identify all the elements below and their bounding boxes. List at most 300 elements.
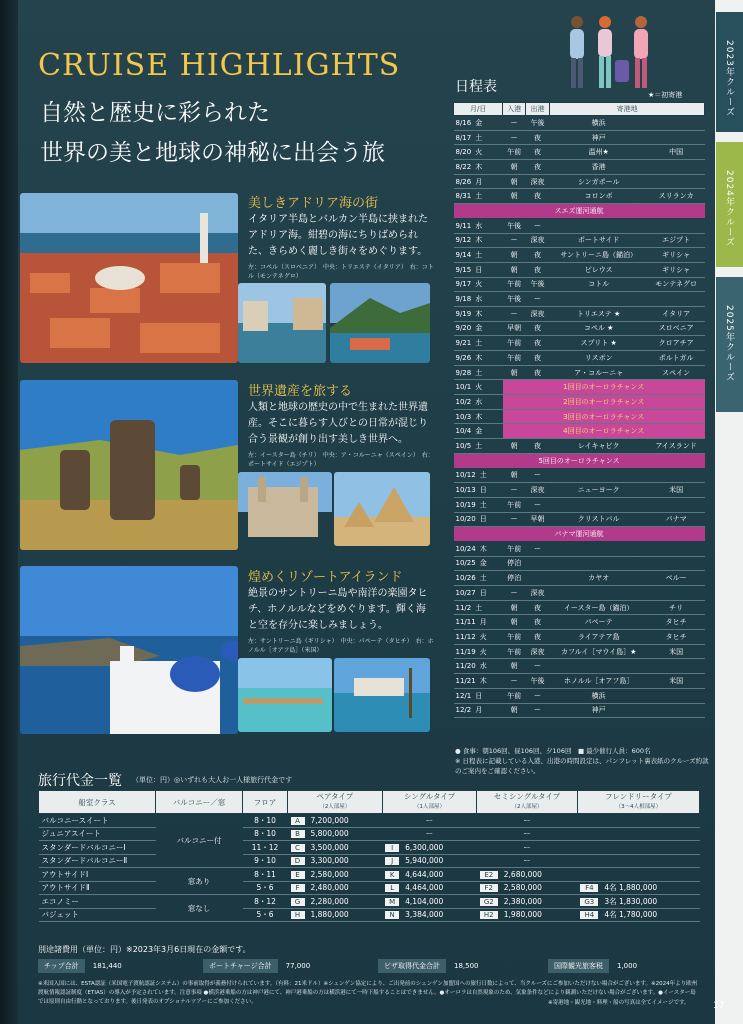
price-value-pair: 7,200,000 xyxy=(310,815,349,825)
schedule-weekday: 日 xyxy=(479,515,487,524)
price-header-balcony: バルコニー／窓 xyxy=(156,791,243,814)
schedule-cell-port: コトル xyxy=(550,277,648,292)
price-semi xyxy=(477,814,578,828)
schedule-row xyxy=(454,174,705,189)
price-code-friendly: G3 xyxy=(580,898,598,906)
price-value-semi: 2,580,000 xyxy=(503,883,542,893)
price-code-pair: B xyxy=(291,830,305,838)
schedule-weekday: 木 xyxy=(475,236,483,245)
schedule-weekday: 木 xyxy=(475,309,483,318)
schedule-cell-country: 米国 xyxy=(648,674,705,689)
schedule-cell-country: タヒチ xyxy=(648,630,705,645)
schedule-date: 11/19 xyxy=(455,647,476,656)
schedule-cell-in: 朝 xyxy=(503,160,525,175)
price-code-single: K xyxy=(385,871,399,879)
schedule-cell-out: ー xyxy=(525,218,549,233)
schedule-date: 10/25 xyxy=(455,559,476,568)
schedule-cell-in: 午前 xyxy=(503,644,525,659)
schedule-row xyxy=(454,395,705,410)
schedule-date: 9/19 xyxy=(455,309,472,318)
schedule-cell-date xyxy=(454,630,503,645)
schedule-cell-out: ー xyxy=(525,541,549,556)
tab-2024[interactable]: 2024年クルーズ xyxy=(716,142,743,267)
schedule-weekday: 水 xyxy=(475,295,483,304)
photo-port-said xyxy=(334,472,430,546)
schedule-cell-aurora: 4回目のオーロラチャンス xyxy=(503,424,705,439)
schedule-cell-port: イースター島（錨泊） xyxy=(550,600,648,615)
price-code-pair: E xyxy=(291,871,305,879)
price-single xyxy=(382,854,477,868)
schedule-cell-in: ー xyxy=(503,306,525,321)
tab-2025[interactable]: 2025年クルーズ xyxy=(716,277,743,412)
schedule-cell-out xyxy=(525,556,549,571)
section-title-adriatic: 美しきアドリア海の街 xyxy=(248,196,379,211)
schedule-cell-country: エジプト xyxy=(648,233,705,248)
price-code-single: I xyxy=(385,844,399,852)
price-cabin: スタンダードバルコニーⅡ xyxy=(39,854,156,868)
schedule-weekday: 土 xyxy=(475,368,483,377)
schedule-cell-country: ペルー xyxy=(648,571,705,586)
schedule-cell-port: シンガポール xyxy=(550,174,648,189)
schedule-date: 11/2 xyxy=(455,603,472,612)
schedule-weekday: 火 xyxy=(475,383,483,392)
schedule-cell-port: パペーテ xyxy=(550,615,648,630)
schedule-weekday: 土 xyxy=(475,192,483,201)
schedule-date: 9/26 xyxy=(455,353,472,362)
price-row xyxy=(39,868,700,882)
price-value-semi: 1,980,000 xyxy=(503,910,542,920)
schedule-weekday: 土 xyxy=(479,574,487,583)
schedule-cell-country: スリランカ xyxy=(648,189,705,204)
price-row xyxy=(39,908,700,922)
schedule-cell-country xyxy=(648,130,705,145)
price-body xyxy=(39,814,700,922)
schedule-cell-out: ー xyxy=(525,688,549,703)
price-semi xyxy=(477,868,578,882)
schedule-weekday: 土 xyxy=(475,339,483,348)
schedule-date: 11/11 xyxy=(455,618,476,627)
price-code-friendly: H4 xyxy=(580,911,598,919)
price-balcony-group: 窓なし xyxy=(156,895,243,922)
schedule-cell-date xyxy=(454,116,503,131)
schedule-cell-port: ライアテア島 xyxy=(550,630,648,645)
price-semi xyxy=(477,854,578,868)
schedule-cell-port xyxy=(550,497,648,512)
price-value-friendly: 4名 1,780,000 xyxy=(604,910,658,920)
schedule-weekday: 日 xyxy=(479,486,487,495)
schedule-date: 12/1 xyxy=(455,691,472,700)
price-cabin: スタンダードバルコニーⅠ xyxy=(39,841,156,855)
schedule-row xyxy=(454,424,705,439)
schedule-row xyxy=(454,703,705,718)
price-code-pair: C xyxy=(291,844,305,852)
price-value-pair: 2,280,000 xyxy=(310,896,349,906)
price-code-semi: H2 xyxy=(480,911,498,919)
price-value-friendly: 3名 1,830,000 xyxy=(604,896,658,906)
schedule-cell-in: 朝 xyxy=(503,600,525,615)
price-code-semi: E2 xyxy=(480,871,498,879)
schedule-cell-out: 夜 xyxy=(525,615,549,630)
schedule-row xyxy=(454,336,705,351)
schedule-weekday: 木 xyxy=(475,353,483,362)
schedule-cell-out: 午後 xyxy=(525,674,549,689)
schedule-header-date: 月/日 xyxy=(454,103,503,116)
schedule-date: 10/13 xyxy=(455,486,476,495)
price-header-semi: セミシングルタイプ （2人部屋） xyxy=(477,791,578,814)
schedule-weekday: 月 xyxy=(475,706,483,715)
price-semi xyxy=(477,827,578,841)
schedule-cell-port: クリストバル xyxy=(550,512,648,527)
schedule-cell-in: 朝 xyxy=(503,262,525,277)
schedule-cell-port: 横浜 xyxy=(550,688,648,703)
schedule-cell-country: イタリア xyxy=(648,306,705,321)
schedule-notes: ● 食事：朝106回、昼106回、夕106回 ■ 最少催行人員：600名 ※ 日程表に記載している入港、出港の時間設定は、パンフレット裏表紙のクルーズ約款のご案内をご確認ください。 xyxy=(455,747,709,775)
schedule-row xyxy=(454,512,705,527)
schedule-cell-date xyxy=(454,292,503,307)
schedule-date: 8/16 xyxy=(455,118,472,127)
price-value-single: 3,384,000 xyxy=(405,910,444,920)
schedule-cell-in: 午前 xyxy=(503,630,525,645)
schedule-cell-date xyxy=(454,277,503,292)
schedule-row xyxy=(454,145,705,160)
price-code-friendly: F4 xyxy=(580,884,598,892)
price-pair xyxy=(288,895,383,909)
schedule-cell-port: サントリーニ島（錨泊） xyxy=(550,248,648,263)
schedule-cell-out: 夜 xyxy=(525,189,549,204)
price-header-pair: ペアタイプ （2人部屋） xyxy=(288,791,383,814)
schedule-cell-date xyxy=(454,600,503,615)
price-friendly xyxy=(577,827,699,841)
schedule-cell-country xyxy=(648,116,705,131)
schedule-cell-date xyxy=(454,541,503,556)
schedule-row xyxy=(454,306,705,321)
photo-a-coruna xyxy=(238,472,332,546)
schedule-row xyxy=(454,497,705,512)
schedule-date: 10/3 xyxy=(455,412,472,421)
schedule-weekday: 金 xyxy=(479,559,487,568)
schedule-date: 9/20 xyxy=(455,324,472,333)
schedule-cell-country: クロアチア xyxy=(648,336,705,351)
schedule-cell-out: 夜 xyxy=(525,336,549,351)
schedule-row xyxy=(454,160,705,175)
price-value-single: 5,940,000 xyxy=(405,856,444,866)
schedule-cell-country: モンテネグロ xyxy=(648,277,705,292)
schedule-cell-country xyxy=(648,174,705,189)
price-code-pair: G xyxy=(291,898,305,906)
price-value-pair: 2,480,000 xyxy=(310,883,349,893)
schedule-date: 12/2 xyxy=(455,706,472,715)
schedule-row xyxy=(454,630,705,645)
schedule-cell-date xyxy=(454,512,503,527)
schedule-date: 9/15 xyxy=(455,265,472,274)
schedule-cell-aurora: 3回目のオーロラチャンス xyxy=(503,409,705,424)
price-floor: 5・6 xyxy=(243,881,288,895)
schedule-cell-port: トリエステ ★ xyxy=(550,306,648,321)
schedule-cell-port: レイキャビク xyxy=(550,439,648,454)
schedule-date: 9/18 xyxy=(455,295,472,304)
price-unit-note: （単位：円）◎いずれも大人お一人様旅行代金です xyxy=(132,776,293,784)
schedule-row xyxy=(454,571,705,586)
extras-port-value: 77,000 xyxy=(285,962,311,970)
schedule-header-out: 出港 xyxy=(525,103,549,116)
schedule-row xyxy=(454,541,705,556)
price-table xyxy=(38,790,700,922)
price-friendly xyxy=(577,881,699,895)
page-subtitle-line2: 世界の美と地球の神秘に出会う旅 xyxy=(40,140,385,166)
price-code-pair: D xyxy=(291,857,305,865)
price-header-floor: フロア xyxy=(243,791,288,814)
schedule-weekday: 土 xyxy=(479,471,487,480)
price-code-pair: A xyxy=(291,817,305,825)
price-pair xyxy=(288,868,383,882)
price-pair xyxy=(288,841,383,855)
schedule-cell-date xyxy=(454,306,503,321)
price-value-single: 4,644,000 xyxy=(405,869,444,879)
schedule-date: 11/12 xyxy=(455,632,476,641)
schedule-date: 8/22 xyxy=(455,162,472,171)
schedule-table xyxy=(453,102,705,718)
price-row xyxy=(39,827,700,841)
section-title-heritage: 世界遺産を旅する xyxy=(248,384,353,399)
schedule-cell-port: 神戸 xyxy=(550,130,648,145)
schedule-cell-date xyxy=(454,703,503,718)
footnote: ※米国入国には、ESTA認証（米国電子渡航認証システム）の事前取得が義務付けられています。（有料：21米ドル）※シェンゲン協定により、ご出発前のシェンゲン加盟国への旅行日数によって、当クルーズにご参加いただけない場合がございます。※2024年より欧州渡航情報認証制度（ETIAS）の導入が予定されています。注意事項 ●横浜港乗船の方は神戸港にて、神戸港乗船の方は横浜港にて一時下船することはできません。●オーロラは自然現象のため、気象条件などにより観測いただけない場合がございます。●イースター島では原則自由行動となっております。後日発表のオプショナルツアーにご参加ください。 xyxy=(38,981,698,1005)
price-floor: 5・6 xyxy=(243,908,288,922)
schedule-cell-country: スロベニア xyxy=(648,321,705,336)
schedule-weekday: 木 xyxy=(479,544,487,553)
price-value-pair: 3,500,000 xyxy=(310,842,349,852)
price-code-single: L xyxy=(385,884,399,892)
schedule-cell-country: 米国 xyxy=(648,644,705,659)
schedule-body xyxy=(454,116,705,718)
schedule-cell-country: アイスランド xyxy=(648,439,705,454)
schedule-cell-out: 深夜 xyxy=(525,306,549,321)
price-cabin: ジュニアスイート xyxy=(39,827,156,841)
schedule-cell-date xyxy=(454,233,503,248)
schedule-cell-port xyxy=(550,292,648,307)
schedule-row xyxy=(454,248,705,263)
schedule-weekday: 日 xyxy=(475,265,483,274)
schedule-cell-out: 夜 xyxy=(525,248,549,263)
schedule-cell-port: ホノルル［オアフ島］ xyxy=(550,674,648,689)
schedule-cell-out: 夜 xyxy=(525,160,549,175)
schedule-cell-out: 深夜 xyxy=(525,586,549,601)
schedule-cell-in: ー xyxy=(503,233,525,248)
schedule-cell-date xyxy=(454,556,503,571)
schedule-cell-in: 朝 xyxy=(503,365,525,380)
schedule-cell-port: リスボン xyxy=(550,351,648,366)
schedule-cell-out: ー xyxy=(525,468,549,483)
price-value-friendly: 4名 1,880,000 xyxy=(604,883,658,893)
price-pair xyxy=(288,814,383,828)
schedule-weekday: 金 xyxy=(475,427,483,436)
extras-row xyxy=(38,959,700,973)
schedule-cell-port: 香港 xyxy=(550,160,648,175)
schedule-band: スエズ運河通航 xyxy=(454,204,705,219)
price-semi xyxy=(477,881,578,895)
price-floor: 11・12 xyxy=(243,841,288,855)
schedule-cell-date xyxy=(454,409,503,424)
schedule-cell-date xyxy=(454,262,503,277)
schedule-cell-aurora: 1回目のオーロラチャンス xyxy=(503,380,705,395)
price-floor: 8・12 xyxy=(243,895,288,909)
price-cabin: バジェット xyxy=(39,908,156,922)
price-code-semi: F2 xyxy=(480,884,498,892)
price-header-friendly: フレンドリータイプ （3～4人相部屋） xyxy=(577,791,699,814)
price-single xyxy=(382,895,477,909)
schedule-cell-out: 深夜 xyxy=(525,644,549,659)
price-value-single: 4,464,000 xyxy=(405,883,444,893)
photo-trieste xyxy=(238,283,326,363)
schedule-cell-country xyxy=(648,292,705,307)
schedule-cell-in: ー xyxy=(503,483,525,498)
schedule-date: 9/28 xyxy=(455,368,472,377)
section-title-resort: 煌めくリゾートアイランド xyxy=(248,570,403,585)
schedule-cell-out: 夜 xyxy=(525,365,549,380)
price-single xyxy=(382,868,477,882)
schedule-cell-out: 夜 xyxy=(525,630,549,645)
schedule-cell-country: 米国 xyxy=(648,483,705,498)
schedule-cell-port: ニューヨーク xyxy=(550,483,648,498)
schedule-row xyxy=(454,674,705,689)
schedule-row xyxy=(454,644,705,659)
schedule-title: 日程表 xyxy=(455,79,497,95)
footnote-images: ※寄港地・観光地・料理・船の写真は全てイメージです。 xyxy=(548,1000,690,1006)
schedule-cell-port xyxy=(550,218,648,233)
schedule-cell-date xyxy=(454,248,503,263)
schedule-cell-country: スペイン xyxy=(648,365,705,380)
schedule-cell-port: コロンボ xyxy=(550,189,648,204)
schedule-cell-country xyxy=(648,218,705,233)
extras-port-label: ポートチャージ合計 xyxy=(203,959,278,973)
schedule-band-row xyxy=(454,527,705,542)
schedule-cell-date xyxy=(454,380,503,395)
schedule-cell-in: 早朝 xyxy=(503,321,525,336)
extras-tip-label: チップ合計 xyxy=(38,959,85,973)
price-semi xyxy=(477,841,578,855)
schedule-cell-port xyxy=(550,468,648,483)
schedule-cell-date xyxy=(454,688,503,703)
schedule-cell-out: 早朝 xyxy=(525,512,549,527)
price-value-semi: ー xyxy=(523,829,531,839)
schedule-cell-country xyxy=(648,703,705,718)
extras-tip-value: 181,440 xyxy=(92,962,122,970)
schedule-row xyxy=(454,688,705,703)
extras-title: 別途諸費用（単位：円）※2023年3月6日現在の金額です。 xyxy=(38,945,251,954)
schedule-cell-out: 夜 xyxy=(525,262,549,277)
price-value-pair: 3,300,000 xyxy=(310,856,349,866)
price-value-pair: 5,800,000 xyxy=(310,829,349,839)
schedule-cell-date xyxy=(454,218,503,233)
schedule-cell-out: 夜 xyxy=(525,145,549,160)
schedule-cell-in: 朝 xyxy=(503,248,525,263)
schedule-cell-out: 夜 xyxy=(525,321,549,336)
schedule-date: 10/26 xyxy=(455,574,476,583)
schedule-cell-country: チリ xyxy=(648,600,705,615)
schedule-date: 9/17 xyxy=(455,280,472,289)
schedule-cell-out: 夜 xyxy=(525,439,549,454)
schedule-date: 10/2 xyxy=(455,397,472,406)
schedule-date: 8/17 xyxy=(455,133,472,142)
extras-tax-value: 1,000 xyxy=(617,962,638,970)
schedule-cell-date xyxy=(454,395,503,410)
schedule-cell-in: ー xyxy=(503,586,525,601)
price-code-pair: H xyxy=(291,911,305,919)
photo-kotor xyxy=(330,283,430,363)
schedule-weekday: 土 xyxy=(479,500,487,509)
schedule-cell-country xyxy=(648,556,705,571)
schedule-row xyxy=(454,586,705,601)
schedule-cell-in: 午前 xyxy=(503,688,525,703)
schedule-weekday: 土 xyxy=(475,603,483,612)
price-row xyxy=(39,895,700,909)
page-number: 17 xyxy=(713,1001,725,1011)
price-row xyxy=(39,814,700,828)
schedule-cell-country: ポルトガル xyxy=(648,351,705,366)
schedule-cell-in: 朝 xyxy=(503,703,525,718)
price-balcony-group: バルコニー付 xyxy=(156,814,243,868)
schedule-cell-date xyxy=(454,321,503,336)
schedule-weekday: 月 xyxy=(475,177,483,186)
schedule-weekday: 火 xyxy=(475,280,483,289)
schedule-cell-in: 午前 xyxy=(503,541,525,556)
schedule-weekday: 日 xyxy=(479,588,487,597)
schedule-cell-out: 午後 xyxy=(525,277,549,292)
schedule-cell-country: ギリシャ xyxy=(648,248,705,263)
schedule-cell-date xyxy=(454,424,503,439)
price-floor: 8・10 xyxy=(243,814,288,828)
schedule-cell-date xyxy=(454,160,503,175)
schedule-weekday: 木 xyxy=(475,162,483,171)
schedule-cell-out xyxy=(525,571,549,586)
extras-tax-label: 国際観光旅客税 xyxy=(548,959,609,973)
schedule-date: 8/20 xyxy=(455,148,472,157)
schedule-date: 9/14 xyxy=(455,251,472,260)
schedule-date: 10/1 xyxy=(455,383,472,392)
schedule-cell-out: ー xyxy=(525,292,549,307)
schedule-cell-port: ピレウス xyxy=(550,262,648,277)
price-code-single: M xyxy=(385,898,399,906)
schedule-row xyxy=(454,292,705,307)
section-body-adriatic: イタリア半島とバルカン半島に挟まれたアドリア海。紺碧の海にちりばめられた、きらめく麗しき街々をめぐります。 xyxy=(248,214,428,257)
schedule-cell-country xyxy=(648,160,705,175)
schedule-cell-date xyxy=(454,189,503,204)
schedule-date: 11/20 xyxy=(455,662,476,671)
tab-2023[interactable]: 2023年クルーズ xyxy=(716,12,743,132)
schedule-cell-date xyxy=(454,497,503,512)
binding-spine xyxy=(0,0,18,1024)
schedule-row xyxy=(454,380,705,395)
schedule-weekday: 土 xyxy=(475,251,483,260)
schedule-row xyxy=(454,218,705,233)
extras-visa-label: ビザ取得代金合計 xyxy=(378,959,446,973)
price-floor: 9・10 xyxy=(243,854,288,868)
schedule-cell-in: 午前 xyxy=(503,497,525,512)
travelers-illustration xyxy=(555,8,675,96)
schedule-cell-in: 朝 xyxy=(503,174,525,189)
price-row xyxy=(39,854,700,868)
schedule-cell-in: 午後 xyxy=(503,218,525,233)
schedule-cell-port: コペル ★ xyxy=(550,321,648,336)
schedule-row xyxy=(454,233,705,248)
schedule-cell-country: パナマ xyxy=(648,512,705,527)
price-code-semi: G2 xyxy=(480,898,498,906)
schedule-cell-aurora: 2回目のオーロラチャンス xyxy=(503,395,705,410)
schedule-legend: ★＝初寄港 xyxy=(648,91,683,99)
schedule-weekday: 土 xyxy=(475,441,483,450)
schedule-row xyxy=(454,439,705,454)
schedule-cell-date xyxy=(454,674,503,689)
